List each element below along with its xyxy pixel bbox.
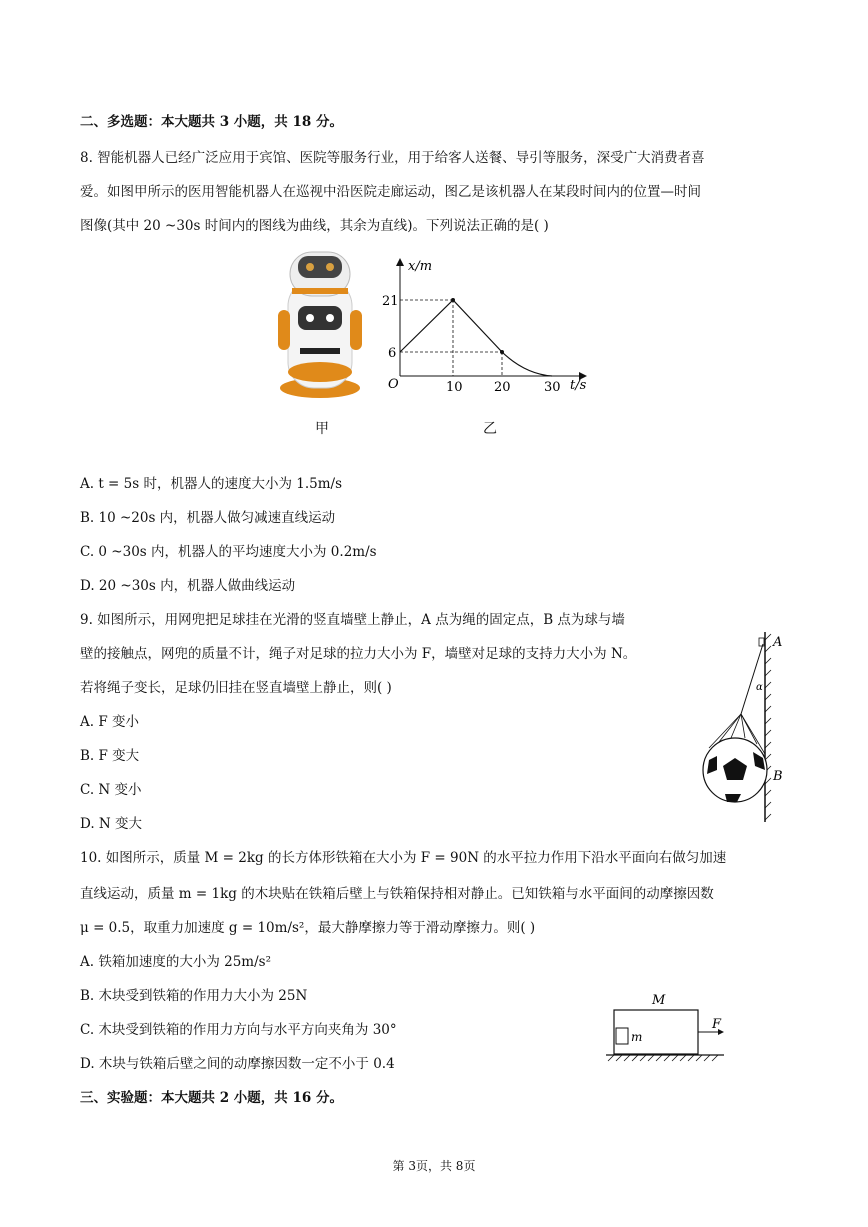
- label-force-f: F: [712, 1017, 722, 1032]
- q8-stem-line-3: 图像(其中 20 ~30s 时间内的图线为曲线，其余为直线)。下列说法正确的是( ): [80, 218, 549, 234]
- q8-option-d: D. 20 ~30s 内，机器人做曲线运动: [80, 578, 296, 594]
- q9-option-a: A. F 变小: [80, 714, 139, 730]
- section-title-experiment: 三、实验题：本大题共 2 小题，共 16 分。: [80, 1090, 343, 1106]
- graph-x-tick-10: 10: [446, 380, 463, 392]
- page-footer: 第 3页，共 8页: [392, 1159, 476, 1173]
- label-point-a: A: [773, 635, 783, 650]
- q10-option-c: C. 木块受到铁箱的作用力方向与水平方向夹角为 30°: [80, 1022, 397, 1038]
- robot-figure: [270, 240, 370, 400]
- football-wall-figure: [695, 630, 795, 825]
- q10-option-b: B. 木块受到铁箱的作用力大小为 25N: [80, 988, 308, 1004]
- graph-origin: O: [388, 377, 399, 392]
- q9-option-c: C. N 变小: [80, 782, 142, 798]
- q9-option-b: B. F 变大: [80, 748, 140, 764]
- q10-option-d: D. 木块与铁箱后壁之间的动摩擦因数一定不小于 0.4: [80, 1056, 395, 1072]
- position-time-graph: [380, 252, 595, 392]
- q9-stem-line-3: 若将绳子变长，足球仍旧挂在竖直墙壁上静止，则( ): [80, 680, 392, 696]
- iron-box-figure: [600, 990, 740, 1066]
- q10-stem-line-3: μ = 0.5，取重力加速度 g = 10m/s²，最大静摩擦力等于滑动摩擦力。则( ): [80, 920, 536, 936]
- label-point-b: B: [773, 769, 783, 784]
- q8-option-c: C. 0 ~30s 内，机器人的平均速度大小为 0.2m/s: [80, 544, 377, 560]
- figure-caption-yi: 乙: [483, 421, 497, 437]
- figure-caption-jia: 甲: [315, 421, 329, 437]
- label-big-m: M: [652, 993, 666, 1008]
- q9-stem-line-1: 9. 如图所示，用网兜把足球挂在光滑的竖直墙壁上静止，A 点为绳的固定点，B 点为球与墙: [80, 612, 625, 628]
- q8-stem-line-2: 爱。如图甲所示的医用智能机器人在巡视中沿医院走廊运动，图乙是该机器人在某段时间内的位置—时间: [80, 184, 701, 200]
- label-angle-alpha: α: [756, 682, 763, 693]
- q8-option-b: B. 10 ~20s 内，机器人做匀减速直线运动: [80, 510, 336, 526]
- graph-x-tick-30: 30: [544, 380, 561, 392]
- graph-y-tick-6: 6: [388, 346, 397, 361]
- q8-option-a: A. t = 5s 时，机器人的速度大小为 1.5m/s: [80, 476, 342, 492]
- q10-stem-line-2: 直线运动，质量 m = 1kg 的木块贴在铁箱后壁上与铁箱保持相对静止。已知铁箱与水平面间的动摩擦因数: [80, 886, 714, 902]
- graph-line-segment: [400, 300, 502, 352]
- q8-stem-line-1: 8. 智能机器人已经广泛应用于宾馆、医院等服务行业，用于给客人送餐、导引等服务，深受广大消费者喜: [80, 150, 705, 166]
- graph-x-tick-20: 20: [494, 380, 511, 392]
- label-small-m: m: [631, 1030, 643, 1044]
- q9-stem-line-2: 壁的接触点，网兜的质量不计，绳子对足球的拉力大小为 F，墙壁对足球的支持力大小为 N。: [80, 646, 637, 662]
- q9-option-d: D. N 变大: [80, 816, 143, 832]
- q10-stem-line-1: 10. 如图所示，质量 M = 2kg 的长方体形铁箱在大小为 F = 90N 的水平拉力作用下沿水平面向右做匀加速: [80, 850, 727, 866]
- graph-y-label: x/m: [408, 259, 433, 274]
- graph-x-label: t/s: [570, 378, 587, 392]
- section-title-multiple-choice: 二、多选题：本大题共 3 小题，共 18 分。: [80, 114, 343, 130]
- q10-option-a: A. 铁箱加速度的大小为 25m/s²: [80, 954, 271, 970]
- graph-curve-segment: [502, 352, 552, 376]
- graph-y-tick-21: 21: [382, 294, 399, 309]
